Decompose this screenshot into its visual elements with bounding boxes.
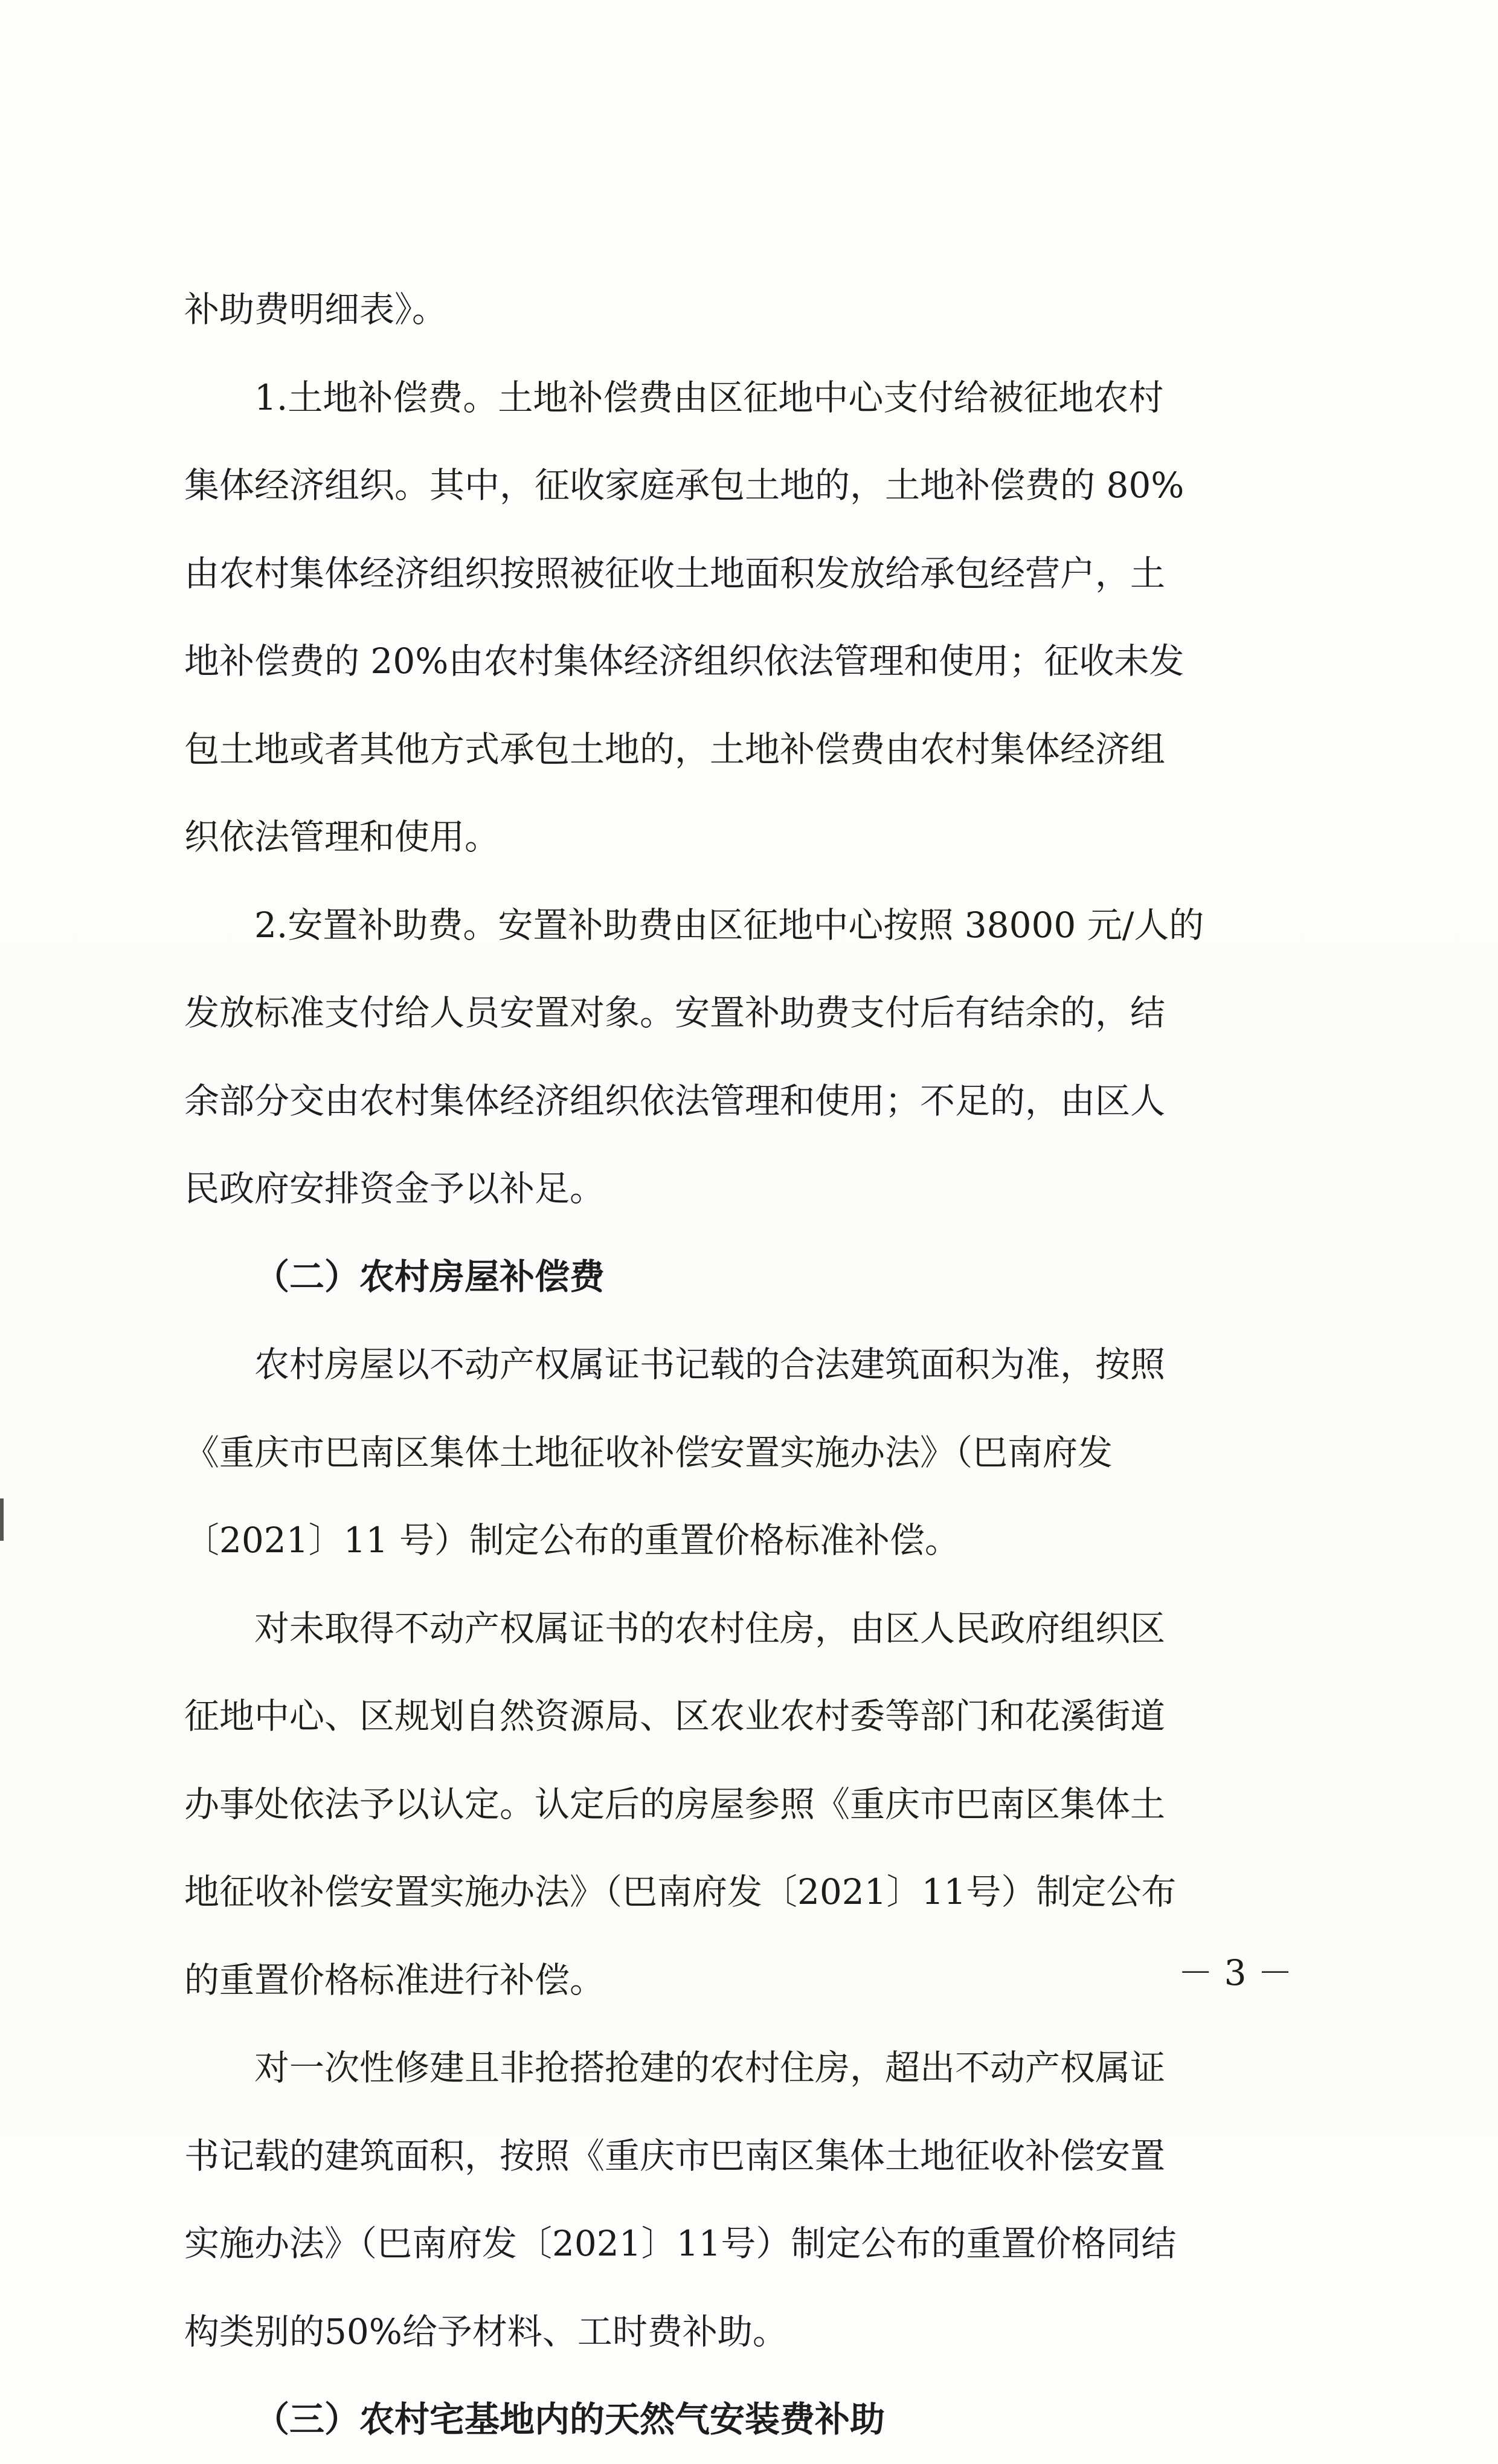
body-text-line: 民政府安排资金予以补足。 xyxy=(184,1168,605,1209)
body-text-line: 1.土地补偿费。土地补偿费由区征地中心支付给被征地农村 xyxy=(254,376,1164,418)
body-text-line: 征地中心、区规划自然资源局、区农业农村委等部门和花溪街道 xyxy=(184,1695,1166,1737)
body-text-line: 构类别的50%给予材料、工时费补助。 xyxy=(184,2311,788,2352)
body-text-line: 〔2021〕11 号）制定公布的重置价格标准补偿。 xyxy=(184,1520,960,1561)
body-text-line: 办事处依法予以认定。认定后的房屋参照《重庆市巴南区集体土 xyxy=(184,1783,1166,1825)
page-number: － 3 － xyxy=(1178,1952,1293,1993)
body-text-line: 发放标准支付给人员安置对象。安置补助费支付后有结余的，结 xyxy=(184,992,1166,1033)
body-text-line: 农村房屋以不动产权属证书记载的合法建筑面积为准，按照 xyxy=(254,1344,1166,1385)
body-text-line: 由农村集体经济组织按照被征收土地面积发放给承包经营户，土 xyxy=(184,552,1166,594)
section-heading: （二）农村房屋补偿费 xyxy=(254,1256,605,1297)
body-text-line: 的重置价格标准进行补偿。 xyxy=(184,1959,605,2001)
body-text-line: 补助费明细表》。 xyxy=(184,289,448,330)
body-text-line: 集体经济组织。其中，征收家庭承包土地的，土地补偿费的 80% xyxy=(184,465,1185,506)
body-text-line: 2.安置补助费。安置补助费由区征地中心按照 38000 元/人的 xyxy=(254,904,1204,946)
body-text-line: 包土地或者其他方式承包土地的，土地补偿费由农村集体经济组 xyxy=(184,728,1166,770)
body-text-line: 织依法管理和使用。 xyxy=(184,816,500,857)
body-text-line: 地征收补偿安置实施办法》（巴南府发〔2021〕11号）制定公布 xyxy=(184,1871,1177,1912)
body-text-line: 《重庆市巴南区集体土地征收补偿安置实施办法》（巴南府发 xyxy=(184,1431,1113,1473)
body-text-line: 书记载的建筑面积，按照《重庆市巴南区集体土地征收补偿安置 xyxy=(184,2135,1166,2176)
body-text-line: 地补偿费的 20%由农村集体经济组织依法管理和使用；征收未发 xyxy=(184,640,1185,682)
body-text-line: 对未取得不动产权属证书的农村住房，由区人民政府组织区 xyxy=(254,1607,1166,1649)
section-heading: （三）农村宅基地内的天然气安装费补助 xyxy=(254,2399,886,2440)
body-text-line: 实施办法》（巴南府发〔2021〕11号）制定公布的重置价格同结 xyxy=(184,2223,1177,2264)
body-text-line: 余部分交由农村集体经济组织依法管理和使用；不足的，由区人 xyxy=(184,1080,1166,1121)
body-text-line: 对一次性修建且非抢搭抢建的农村住房，超出不动产权属证 xyxy=(254,2047,1166,2088)
document-body xyxy=(184,266,1296,2464)
binding-mark xyxy=(0,1498,4,1541)
